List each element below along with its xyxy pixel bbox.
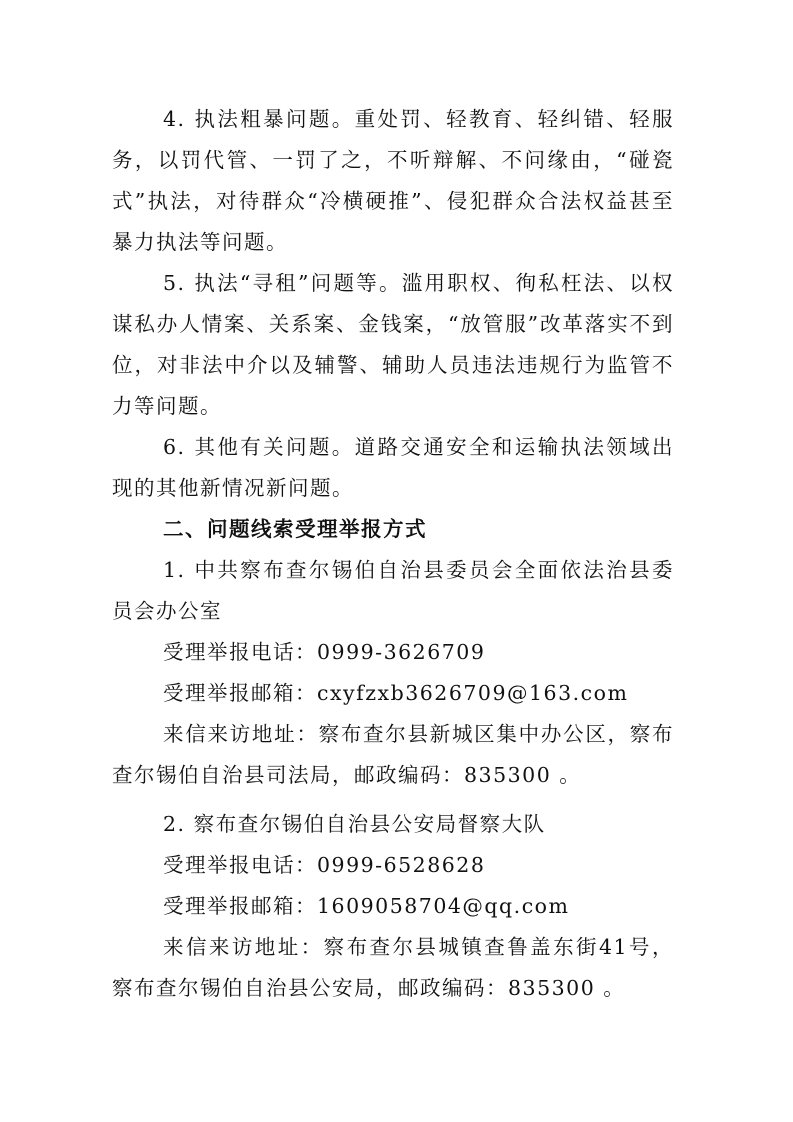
office-1-name: 1. 中共察布查尔锡伯自治县委员会全面依法治县委员会办公室 bbox=[112, 558, 674, 623]
office-2-phone: 受理举报电话：0999-6528628 bbox=[163, 853, 486, 877]
section-2-heading: 二、问题线索受理举报方式 bbox=[163, 517, 427, 541]
office-1-address: 来信来访地址：察布查尔县新城区集中办公区，察布查尔锡伯自治县司法局，邮政编码：835300 。 bbox=[112, 722, 674, 787]
office-1-email: 受理举报邮箱：cxyfzxb3626709@163.com bbox=[163, 681, 629, 705]
item-5-paragraph: 5. 执法“寻租”问题等。滥用职权、徇私枉法、以权谋私办人情案、关系案、金钱案，“放管服”改革落实不到位，对非法中介以及辅警、辅助人员违法违规行为监管不力等问题。 bbox=[112, 271, 674, 418]
item-4-paragraph: 4. 执法粗暴问题。重处罚、轻教育、轻纠错、轻服务，以罚代管、一罚了之，不听辩解、不问缘由，“碰瓷式”执法，对待群众“冷横硬推”、侵犯群众合法权益甚至暴力执法等问题。 bbox=[112, 107, 674, 254]
item-6-paragraph: 6. 其他有关问题。道路交通安全和运输执法领域出现的其他新情况新问题。 bbox=[112, 435, 674, 500]
office-2-address: 来信来访地址：察布查尔县城镇查鲁盖东街41号，察布查尔锡伯自治县公安局，邮政编码：835300 。 bbox=[112, 935, 674, 1000]
office-1-phone: 受理举报电话：0999-3626709 bbox=[163, 640, 486, 664]
office-2-name: 2. 察布查尔锡伯自治县公安局督察大队 bbox=[163, 812, 546, 836]
office-2-email: 受理举报邮箱：1609058704@qq.com bbox=[163, 894, 570, 918]
